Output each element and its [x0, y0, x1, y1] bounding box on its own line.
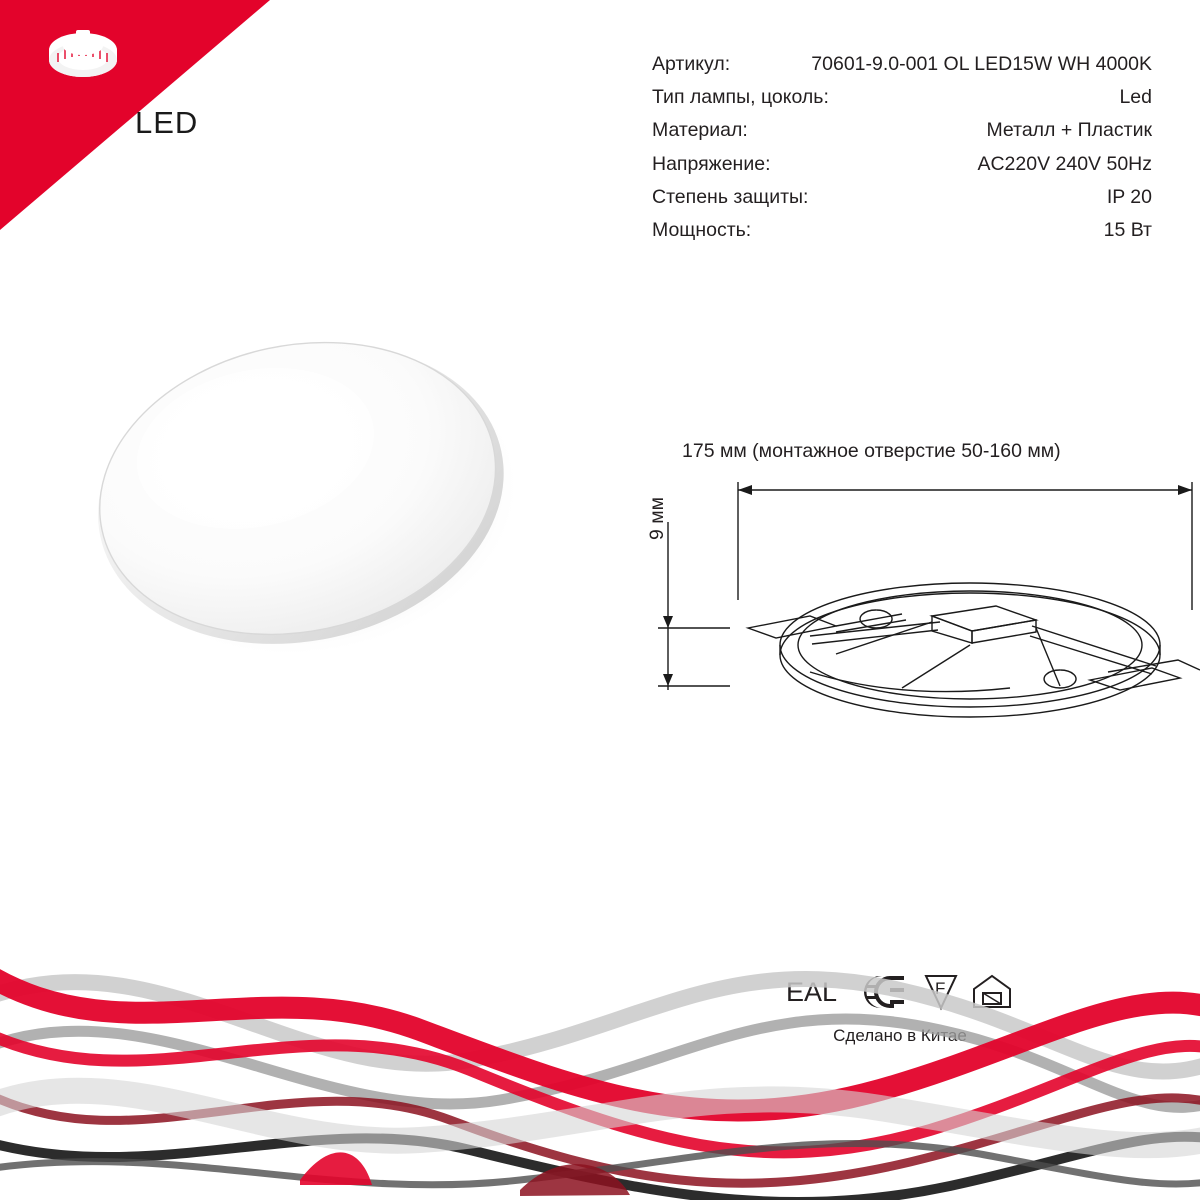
spec-key: Артикул: [652, 52, 731, 75]
red-triangle-shape [0, 0, 270, 230]
spec-row-protection [652, 181, 1152, 214]
spec-key: Материал: [652, 119, 748, 142]
spec-row-material [652, 114, 1152, 147]
spec-row-article [652, 47, 1152, 80]
spec-row-voltage [652, 147, 1152, 180]
made-in-label: Сделано в Китае [833, 1026, 967, 1045]
decorative-ribbons [0, 940, 1200, 1200]
dimension-drawing [640, 440, 1200, 740]
spec-row-lamp-type [652, 80, 1152, 113]
svg-text:EAL: EAL [786, 977, 838, 1007]
spec-table [652, 47, 1152, 247]
product-photo [60, 290, 540, 690]
dimension-width-label: 175 мм (монтажное отверстие 50-160 мм) [682, 440, 1061, 462]
arrow-down-top [663, 616, 673, 628]
arrow-left [738, 485, 752, 495]
panel-body [69, 302, 540, 690]
spec-value: AC220V 240V 50Hz [977, 152, 1152, 175]
spec-value: 70601-9.0-001 OL LED15W WH 4000K [811, 52, 1152, 75]
spec-key: Мощность: [652, 219, 752, 242]
arrow-right [1178, 485, 1192, 495]
spec-key: Напряжение: [652, 152, 771, 175]
spec-value: Led [1119, 85, 1152, 108]
dimension-height-label: 9 мм [646, 496, 668, 540]
spec-key: Степень защиты: [652, 186, 809, 208]
ceiling-lamp-icon [40, 24, 126, 88]
spec-value: Металл + Пластик [986, 119, 1152, 142]
dimension-svg [640, 440, 1200, 740]
svg-text:F: F [935, 979, 946, 998]
arrow-down-bottom [663, 674, 673, 686]
ribbon-red-blob-1 [300, 1152, 372, 1185]
spec-key: Тип лампы, цоколь: [652, 85, 829, 108]
corner-banner [0, 0, 270, 230]
spec-value: IP 20 [1106, 186, 1152, 208]
spec-value: 15 Вт [1103, 219, 1152, 242]
panel-wireframe [748, 583, 1200, 717]
spec-row-power [652, 214, 1152, 247]
led-badge-label: LED [135, 105, 199, 140]
